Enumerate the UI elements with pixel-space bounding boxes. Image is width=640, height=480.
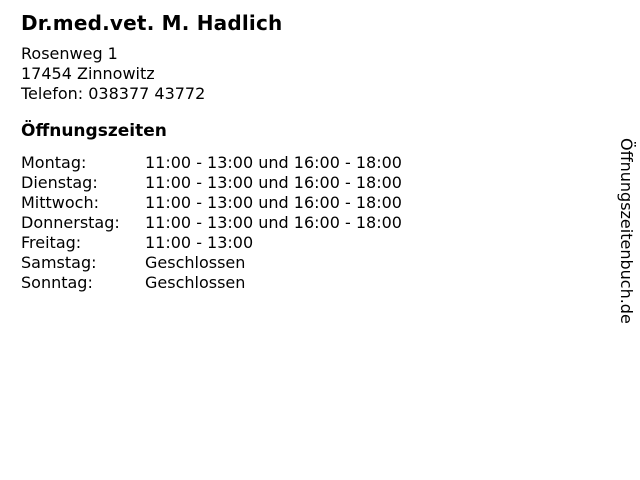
page-title: Dr.med.vet. M. Hadlich xyxy=(21,11,283,35)
day-label: Donnerstag: xyxy=(21,213,120,232)
hours-row-sunday xyxy=(21,273,640,293)
hours-table xyxy=(21,153,640,293)
hours-value: 11:00 - 13:00 und 16:00 - 18:00 xyxy=(145,173,402,192)
day-label: Mittwoch: xyxy=(21,193,99,212)
site-brand-vertical-text: Öffnungszeitenbuch.de xyxy=(617,138,636,324)
hours-value: Geschlossen xyxy=(145,253,246,272)
address-phone: Telefon: 038377 43772 xyxy=(21,84,206,103)
hours-row-wednesday xyxy=(21,193,640,213)
day-label: Samstag: xyxy=(21,253,97,272)
hours-row-friday xyxy=(21,233,640,253)
hours-row-monday xyxy=(21,153,640,173)
address-city: 17454 Zinnowitz xyxy=(21,64,155,83)
day-label: Sonntag: xyxy=(21,273,93,292)
day-label: Montag: xyxy=(21,153,87,172)
hours-value: 11:00 - 13:00 und 16:00 - 18:00 xyxy=(145,213,402,232)
hours-heading: Öffnungszeiten xyxy=(21,121,167,141)
hours-row-saturday xyxy=(21,253,640,273)
address-street: Rosenweg 1 xyxy=(21,44,118,63)
address-block xyxy=(21,44,640,104)
day-label: Dienstag: xyxy=(21,173,98,192)
hours-value: 11:00 - 13:00 xyxy=(145,233,254,252)
hours-row-tuesday xyxy=(21,173,640,193)
hours-value: Geschlossen xyxy=(145,273,246,292)
hours-value: 11:00 - 13:00 und 16:00 - 18:00 xyxy=(145,153,402,172)
day-label: Freitag: xyxy=(21,233,82,252)
hours-row-thursday xyxy=(21,213,640,233)
hours-value: 11:00 - 13:00 und 16:00 - 18:00 xyxy=(145,193,402,212)
